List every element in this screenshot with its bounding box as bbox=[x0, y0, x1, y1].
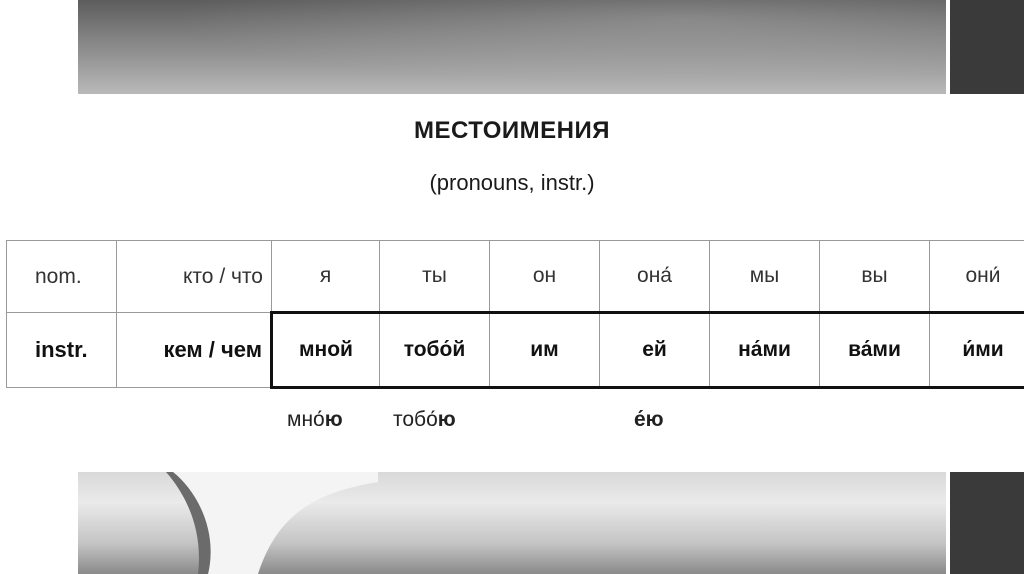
variant-ending: ю bbox=[437, 408, 456, 431]
table-cell: он bbox=[490, 241, 600, 313]
table-row-nominative bbox=[7, 241, 1024, 313]
table-cell: мной bbox=[272, 313, 380, 388]
table-cell: ты bbox=[380, 241, 490, 313]
header-banner-image bbox=[78, 0, 946, 94]
table-cell: я bbox=[272, 241, 380, 313]
table-cell: они́ bbox=[930, 241, 1024, 313]
question-words-nom: кто / что bbox=[117, 241, 272, 313]
table-cell: на́ми bbox=[710, 313, 820, 388]
table-cell: и́ми bbox=[930, 313, 1024, 388]
table-cell: им bbox=[490, 313, 600, 388]
variant-stem: тобо́ bbox=[393, 408, 438, 431]
variant-eyu bbox=[634, 408, 664, 432]
variant-mnoyu bbox=[287, 408, 343, 432]
case-label-nom: nom. bbox=[7, 241, 117, 313]
pronoun-table bbox=[6, 240, 1024, 389]
corner-decoration-bottom bbox=[950, 472, 1024, 574]
variant-stem: мно́ bbox=[287, 408, 325, 431]
page-subtitle: (pronouns, instr.) bbox=[429, 170, 595, 195]
corner-decoration-top bbox=[950, 0, 1024, 94]
table-row-instrumental bbox=[7, 313, 1024, 388]
table-cell: ва́ми bbox=[820, 313, 930, 388]
table-cell: ей bbox=[600, 313, 710, 388]
table-cell: тобо́й bbox=[380, 313, 490, 388]
table-cell: мы bbox=[710, 241, 820, 313]
variant-toboyu bbox=[393, 408, 456, 432]
table-cell: вы bbox=[820, 241, 930, 313]
page-curl-decoration bbox=[78, 472, 378, 574]
case-label-instr: instr. bbox=[7, 313, 117, 388]
variant-ending: ю bbox=[324, 408, 343, 431]
table-cell: она́ bbox=[600, 241, 710, 313]
question-words-instr: кем / чем bbox=[117, 313, 272, 388]
page-title: МЕСТОИМЕНИЯ bbox=[413, 117, 611, 144]
variant-ending: е́ю bbox=[634, 408, 664, 431]
